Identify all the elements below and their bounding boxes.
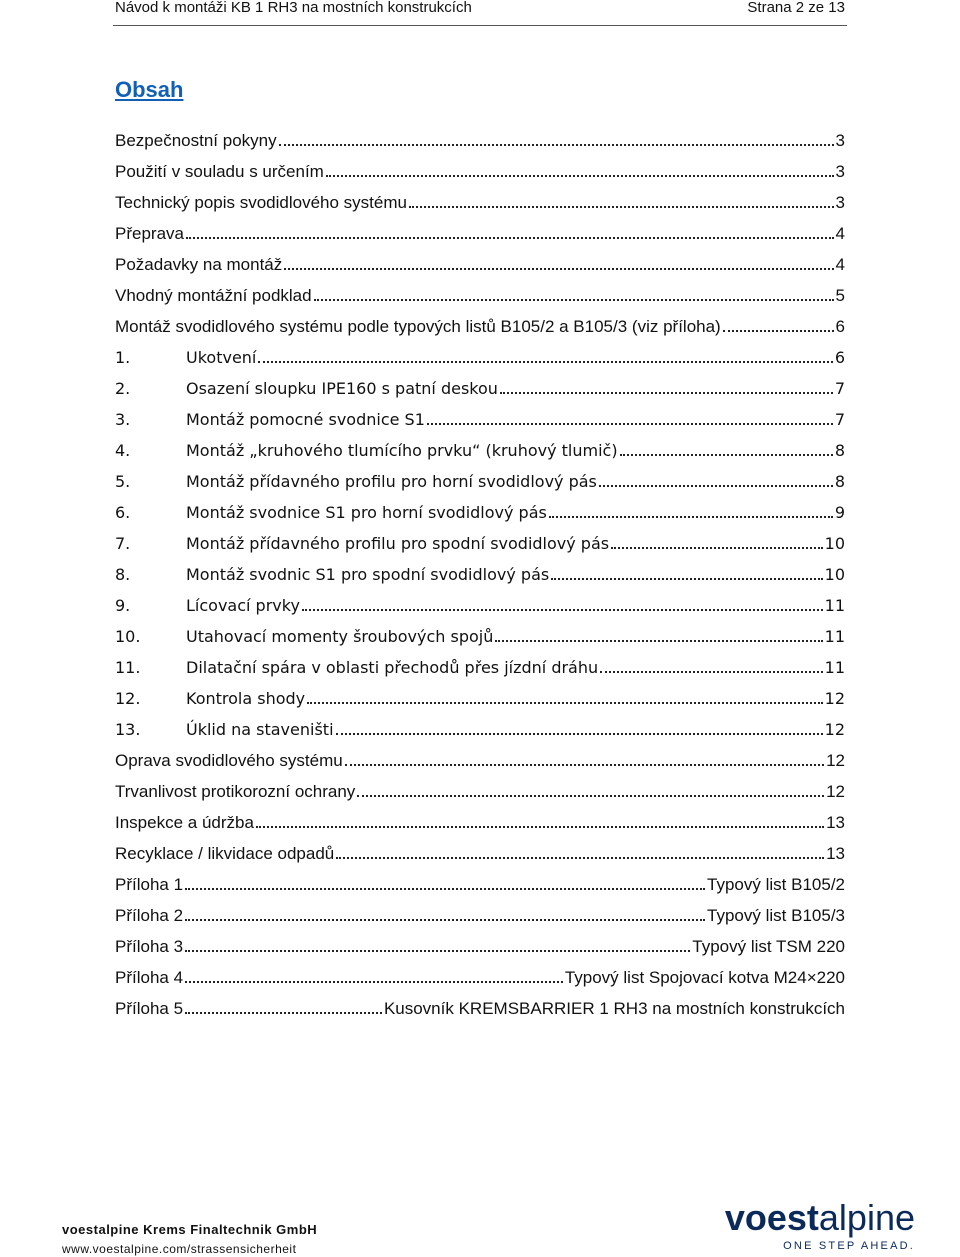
toc-leader-dots bbox=[185, 980, 563, 983]
toc-entry-page: 12 bbox=[826, 751, 845, 770]
toc-entry-number: 3. bbox=[115, 410, 131, 429]
toc-entry-label: Dilatační spára v oblasti přechodů přes jízdní dráhu bbox=[186, 658, 599, 677]
toc-leader-dots bbox=[600, 670, 823, 673]
toc-entry-page: 6 bbox=[835, 317, 845, 336]
toc-entry-number: 2. bbox=[115, 379, 131, 398]
toc-entry[interactable] bbox=[115, 373, 845, 404]
toc-entry[interactable] bbox=[115, 342, 845, 373]
toc-entry-page: Typový list TSM 220 bbox=[692, 937, 845, 956]
toc-entry-label: Přeprava bbox=[115, 224, 184, 243]
toc-entry[interactable] bbox=[115, 900, 845, 931]
toc-entry-label: Inspekce a údržba bbox=[115, 813, 254, 832]
header-rule bbox=[113, 25, 847, 26]
company-name: voestalpine Krems Finaltechnik GmbH bbox=[62, 1222, 318, 1237]
table-of-contents bbox=[115, 125, 845, 1024]
website-link[interactable]: www.voestalpine.com/strassensicherheit bbox=[62, 1242, 297, 1256]
toc-entry[interactable] bbox=[115, 962, 845, 993]
toc-entry-page: Kusovník KREMSBARRIER 1 RH3 na mostních konstrukcích bbox=[383, 999, 845, 1018]
toc-leader-dots bbox=[256, 825, 824, 828]
toc-entry-number: 13. bbox=[115, 720, 141, 739]
toc-leader-dots bbox=[258, 360, 832, 363]
toc-entry-number: 5. bbox=[115, 472, 131, 491]
toc-leader-dots bbox=[185, 887, 705, 890]
logo-text-voest: voest bbox=[724, 1197, 819, 1238]
toc-entry-page: 11 bbox=[824, 596, 845, 615]
toc-entry-number: 6. bbox=[115, 503, 131, 522]
voestalpine-logo bbox=[655, 1198, 915, 1252]
toc-entry-label: Montáž svodnice S1 pro horní svodidlový pás bbox=[186, 503, 547, 522]
toc-entry-label: Kontrola shody bbox=[186, 689, 306, 708]
toc-entry-number: 4. bbox=[115, 441, 131, 460]
toc-entry[interactable] bbox=[115, 931, 845, 962]
toc-entry[interactable] bbox=[115, 435, 845, 466]
toc-entry[interactable] bbox=[115, 838, 845, 869]
toc-leader-dots bbox=[185, 918, 705, 921]
toc-entry[interactable] bbox=[115, 187, 845, 218]
toc-entry-label: Příloha 4 bbox=[115, 968, 184, 987]
toc-leader-dots bbox=[500, 391, 833, 394]
toc-entry-page: 7 bbox=[834, 410, 845, 429]
logo-tagline: ONE STEP AHEAD. bbox=[783, 1240, 915, 1252]
toc-entry[interactable] bbox=[115, 559, 845, 590]
toc-entry-label: Ukotvení bbox=[186, 348, 257, 367]
toc-leader-dots bbox=[409, 205, 834, 208]
toc-entry[interactable] bbox=[115, 776, 845, 807]
toc-leader-dots bbox=[611, 546, 823, 549]
toc-entry-label: Osazení sloupku IPE160 s patní deskou bbox=[186, 379, 498, 398]
toc-entry-label: Technický popis svodidlového systému bbox=[115, 193, 407, 212]
page-number: Strana 2 ze 13 bbox=[747, 0, 845, 16]
toc-entry-page: 11 bbox=[824, 658, 845, 677]
toc-entry-page: 12 bbox=[824, 689, 845, 708]
toc-entry-page: 3 bbox=[835, 131, 845, 150]
toc-entry-page: 8 bbox=[834, 472, 845, 491]
toc-entry-label: Montáž „kruhového tlumícího prvku“ (kruhový tlumič) bbox=[186, 441, 618, 460]
toc-entry-page: 9 bbox=[834, 503, 845, 522]
toc-entry-page: 10 bbox=[824, 565, 845, 584]
document-title: Návod k montáži KB 1 RH3 na mostních konstrukcích bbox=[115, 0, 472, 16]
toc-entry-label: Trvanlivost protikorozní ochrany bbox=[115, 782, 356, 801]
toc-leader-dots bbox=[495, 639, 822, 642]
toc-entry[interactable] bbox=[115, 590, 845, 621]
toc-leader-dots bbox=[314, 298, 834, 301]
toc-entry-number: 9. bbox=[115, 596, 131, 615]
toc-leader-dots bbox=[345, 763, 824, 766]
toc-entry-number: 12. bbox=[115, 689, 141, 708]
toc-entry-page: 12 bbox=[824, 720, 845, 739]
toc-entry-label: Lícovací prvky bbox=[186, 596, 300, 615]
toc-entry[interactable] bbox=[115, 714, 845, 745]
toc-leader-dots bbox=[279, 143, 834, 146]
toc-entry[interactable] bbox=[115, 683, 845, 714]
toc-leader-dots bbox=[336, 732, 823, 735]
toc-entry[interactable] bbox=[115, 311, 845, 342]
logo-text-alpine: alpine bbox=[818, 1197, 915, 1238]
toc-entry-page: 13 bbox=[826, 844, 845, 863]
toc-entry-label: Bezpečnostní pokyny bbox=[115, 131, 277, 150]
toc-entry[interactable] bbox=[115, 869, 845, 900]
toc-leader-dots bbox=[185, 1011, 382, 1014]
toc-leader-dots bbox=[326, 174, 834, 177]
toc-entry[interactable] bbox=[115, 652, 845, 683]
toc-entry-number: 7. bbox=[115, 534, 131, 553]
toc-entry-page: 5 bbox=[835, 286, 845, 305]
toc-entry-page: 11 bbox=[824, 627, 845, 646]
toc-entry-page: 13 bbox=[826, 813, 845, 832]
toc-entry-label: Úklid na staveništi bbox=[186, 720, 334, 739]
toc-entry-number: 11. bbox=[115, 658, 141, 677]
toc-entry-label: Použití v souladu s určením bbox=[115, 162, 324, 181]
toc-entry-number: 8. bbox=[115, 565, 131, 584]
toc-entry[interactable] bbox=[115, 218, 845, 249]
page-header bbox=[115, 0, 845, 20]
toc-entry-page: 4 bbox=[835, 255, 845, 274]
toc-entry[interactable] bbox=[115, 745, 845, 776]
toc-entry-label: Vhodný montážní podklad bbox=[115, 286, 312, 305]
toc-entry[interactable] bbox=[115, 249, 845, 280]
page-footer bbox=[62, 1198, 915, 1257]
toc-entry-page: Typový list B105/3 bbox=[707, 906, 845, 925]
toc-leader-dots bbox=[549, 515, 833, 518]
toc-entry-page: 3 bbox=[835, 162, 845, 181]
toc-entry-label: Montáž pomocné svodnice S1 bbox=[186, 410, 425, 429]
toc-entry-label: Montáž přídavného profilu pro horní svodidlový pás bbox=[186, 472, 597, 491]
toc-entry-label: Montáž přídavného profilu pro spodní svodidlový pás bbox=[186, 534, 610, 553]
toc-entry-label: Příloha 1 bbox=[115, 875, 184, 894]
toc-entry-label: Montáž svodidlového systému podle typových listů B105/2 a B105/3 (viz příloha) bbox=[115, 317, 721, 336]
toc-heading: Obsah bbox=[115, 77, 184, 102]
toc-leader-dots bbox=[336, 856, 824, 859]
toc-entry-page: 10 bbox=[824, 534, 845, 553]
toc-entry[interactable] bbox=[115, 621, 845, 652]
toc-entry-number: 1. bbox=[115, 348, 131, 367]
toc-leader-dots bbox=[357, 794, 824, 797]
toc-leader-dots bbox=[307, 701, 823, 704]
toc-entry-page: 12 bbox=[826, 782, 845, 801]
toc-entry-page: 8 bbox=[834, 441, 845, 460]
toc-entry[interactable] bbox=[115, 404, 845, 435]
toc-entry[interactable] bbox=[115, 497, 845, 528]
toc-entry-label: Příloha 2 bbox=[115, 906, 184, 925]
toc-entry[interactable] bbox=[115, 466, 845, 497]
toc-entry-page: 3 bbox=[835, 193, 845, 212]
toc-leader-dots bbox=[427, 422, 833, 425]
toc-entry-page: 7 bbox=[834, 379, 845, 398]
toc-entry-label: Montáž svodnic S1 pro spodní svodidlový pás bbox=[186, 565, 550, 584]
toc-leader-dots bbox=[599, 484, 833, 487]
toc-leader-dots bbox=[302, 608, 823, 611]
toc-leader-dots bbox=[620, 453, 833, 456]
toc-entry-page: Typový list Spojovací kotva M24×220 bbox=[564, 968, 845, 987]
toc-leader-dots bbox=[284, 267, 833, 270]
toc-leader-dots bbox=[186, 236, 834, 239]
toc-entry[interactable] bbox=[115, 280, 845, 311]
toc-entry[interactable] bbox=[115, 156, 845, 187]
toc-entry[interactable] bbox=[115, 125, 845, 156]
toc-entry-label: Recyklace / likvidace odpadů bbox=[115, 844, 335, 863]
toc-entry[interactable] bbox=[115, 807, 845, 838]
toc-entry[interactable] bbox=[115, 528, 845, 559]
toc-entry-label: Příloha 5 bbox=[115, 999, 184, 1018]
toc-leader-dots bbox=[185, 949, 690, 952]
toc-entry-label: Oprava svodidlového systému bbox=[115, 751, 343, 770]
toc-entry-label: Požadavky na montáž bbox=[115, 255, 283, 274]
toc-entry-label: Příloha 3 bbox=[115, 937, 184, 956]
toc-leader-dots bbox=[723, 329, 834, 332]
toc-entry-page: Typový list B105/2 bbox=[707, 875, 845, 894]
toc-entry-label: Utahovací momenty šroubových spojů bbox=[186, 627, 494, 646]
toc-entry[interactable] bbox=[115, 993, 845, 1024]
toc-leader-dots bbox=[551, 577, 822, 580]
toc-entry-page: 4 bbox=[835, 224, 845, 243]
toc-entry-number: 10. bbox=[115, 627, 141, 646]
toc-entry-page: 6 bbox=[834, 348, 845, 367]
